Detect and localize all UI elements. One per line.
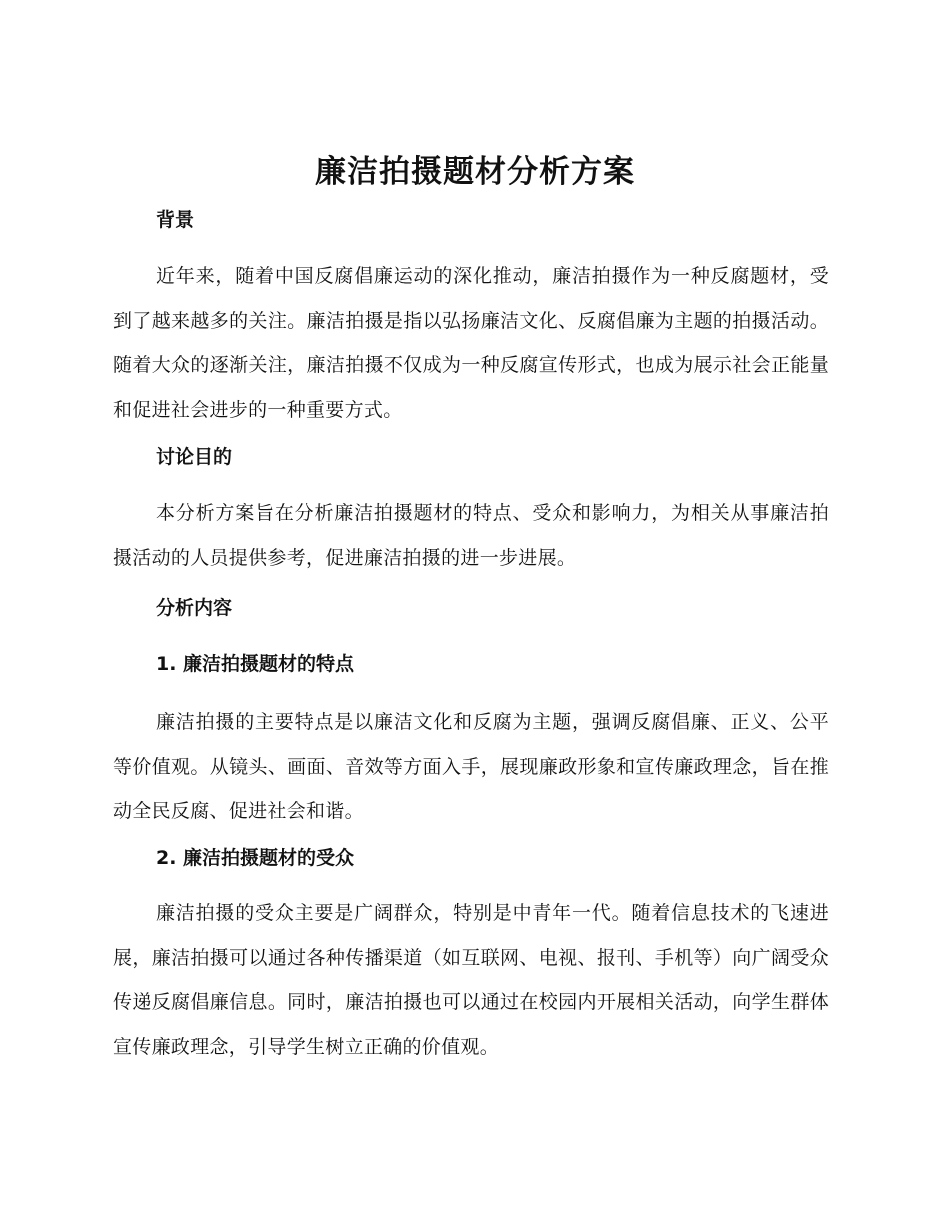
section-heading-purpose: 讨论目的 [156, 446, 233, 468]
subsection-heading-features: 1. 廉洁拍摄题材的特点 [156, 653, 355, 675]
section-heading-background: 背景 [156, 209, 195, 231]
purpose-paragraph: 本分析方案旨在分析廉洁拍摄题材的特点、受众和影响力，为相关从事廉洁拍摄活动的人员提供参考，促进廉洁拍摄的进一步进展。 [113, 502, 829, 569]
background-paragraph: 近年来，随着中国反腐倡廉运动的深化推动，廉洁拍摄作为一种反腐题材，受到了越来越多的关注。廉洁拍摄是指以弘扬廉洁文化、反腐倡廉为主题的拍摄活动。随着大众的逐渐关注，廉洁拍摄不仅成为一种反腐宣传形式，也成为展示社会正能量和促进社会进步的一种重要方式。 [113, 265, 829, 421]
document-title: 廉洁拍摄题材分析方案 [315, 154, 635, 190]
audience-paragraph: 廉洁拍摄的受众主要是广阔群众，特别是中青年一代。随着信息技术的飞速进展，廉洁拍摄可以通过各种传播渠道（如互联网、电视、报刊、手机等）向广阔受众传递反腐倡廉信息。同时，廉洁拍摄也可以通过在校园内开展相关活动，向学生群体宣传廉政理念，引导学生树立正确的价值观。 [113, 902, 829, 1058]
features-paragraph: 廉洁拍摄的主要特点是以廉洁文化和反腐为主题，强调反腐倡廉、正义、公平等价值观。从镜头、画面、音效等方面入手，展现廉政形象和宣传廉政理念，旨在推动全民反腐、促进社会和谐。 [113, 711, 829, 823]
subsection-heading-audience: 2. 廉洁拍摄题材的受众 [156, 847, 355, 869]
section-heading-analysis: 分析内容 [156, 597, 233, 619]
